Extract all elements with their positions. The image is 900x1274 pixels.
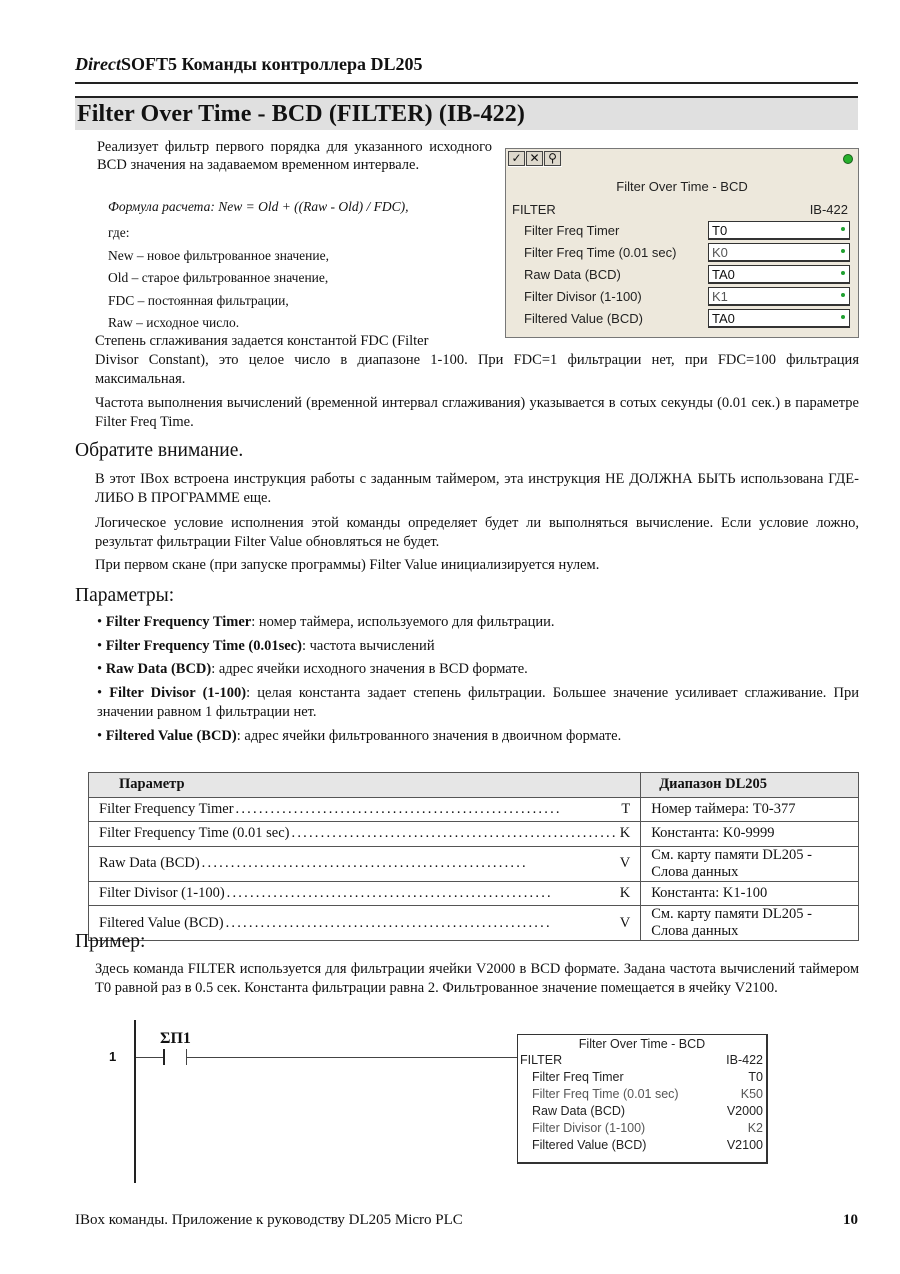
- ibox-label: Filter Freq Time (0.01 sec): [532, 1087, 679, 1101]
- definition-item: Old – старое фильтрованное значение,: [108, 270, 329, 285]
- ibox-row: [520, 1104, 763, 1120]
- rung-number: 1: [109, 1049, 117, 1064]
- table-row: [89, 906, 859, 941]
- dialog-field-row: [524, 221, 850, 241]
- field-label: Filter Freq Timer: [524, 223, 620, 238]
- param-name: Filter Frequency Timer: [99, 800, 234, 817]
- ibox-label: Raw Data (BCD): [532, 1104, 626, 1118]
- definition-item: New – новое фильтрованное значение,: [108, 247, 329, 263]
- field-indicator-icon: [841, 249, 845, 253]
- param-cell: [89, 846, 641, 881]
- param-type: K: [619, 825, 631, 842]
- page-number: 10: [843, 1212, 858, 1228]
- parameter-desc: : адрес ячейки фильтрованного значения в двоичном формате.: [236, 728, 622, 744]
- frequency-text: Частота выполнения вычислений (временной интервал сглаживания) указывается в сотых секунды (0.01 сек.) в параметре Filter Freq Time.: [95, 395, 859, 430]
- field-value: TA0: [712, 311, 735, 326]
- formula: Формула расчета: New = Old + ((Raw - Old) / FDC),: [108, 199, 409, 214]
- attention-paragraph: Логическое условие исполнения этой команды определяет будет ли выполняться вычисление. Если условие ложно, результат фильтрации Filter Value обновляться не будет.: [95, 515, 859, 550]
- attention-paragraph: При первом скане (при запуске программы) Filter Value инициализируется нулем.: [95, 557, 600, 573]
- parameter-desc: : целая константа задает степень фильтрации. Большее значение усиливает сглаживание. При значении равном 1 фильтрации нет.: [97, 685, 859, 720]
- filter-divisor-input[interactable]: [708, 287, 850, 306]
- ibox-label: Filter Freq Timer: [532, 1070, 624, 1084]
- param-name: Filtered Value (BCD): [99, 914, 224, 931]
- table-row: [89, 822, 859, 847]
- brand-italic: Direct: [75, 54, 121, 74]
- param-cell: [89, 906, 641, 941]
- field-value: K1: [712, 289, 728, 304]
- leader-dots: ........................................................: [225, 914, 552, 931]
- cancel-x-icon[interactable]: ✕: [526, 151, 543, 166]
- smoothing-text: Divisor Constant), это целое число в диапазоне 1-100. При FDC=1 фильтрации нет, при FDC=100 фильтрация максимальная.: [95, 352, 859, 387]
- field-indicator-icon: [841, 315, 845, 319]
- ibox-name: FILTER: [520, 1053, 563, 1067]
- parameter-bullet: • Filter Divisor (1-100): целая константа задает степень фильтрации. Большее значение усиливает сглаживание. При значении равном 1 фильтрации нет.: [97, 685, 859, 720]
- parameter-desc: : номер таймера, используемого для фильтрации.: [251, 614, 555, 630]
- example-heading: Пример:: [75, 931, 146, 952]
- ibox-value: K2: [747, 1121, 763, 1135]
- leader-dots: ........................................................: [291, 825, 618, 842]
- rung-wire: [187, 1057, 517, 1058]
- dialog-toolbar: [508, 151, 562, 167]
- accept-check-icon[interactable]: ✓: [508, 151, 525, 166]
- field-label: Filter Freq Time (0.01 sec): [524, 245, 677, 260]
- param-type: K: [619, 884, 631, 901]
- leader-dots: ........................................................: [235, 800, 562, 817]
- smoothing-text-line1: Степень сглаживания задается константой FDC (Filter: [95, 333, 429, 349]
- intro-text: Реализует фильтр первого порядка для указанного исходного BCD значения на задаваемом временном интервале.: [97, 139, 492, 173]
- raw-data-input[interactable]: [708, 265, 850, 284]
- range-cell: См. карту памяти DL205 - Слова данных: [641, 846, 859, 881]
- param-cell: [89, 797, 641, 822]
- parameter-name: Raw Data (BCD): [105, 661, 212, 677]
- range-cell: Константа: K0-9999: [641, 822, 859, 847]
- column-header: Диапазон DL205: [641, 773, 859, 798]
- contact-no-icon-left: [163, 1049, 165, 1065]
- ibox-header-row: [520, 1053, 763, 1069]
- table-row: [89, 881, 859, 906]
- ibox-dialog: [505, 148, 859, 338]
- ibox-value: T0: [748, 1070, 763, 1084]
- parameter-name: Filter Frequency Time (0.01sec): [105, 638, 302, 654]
- field-value: TA0: [712, 267, 735, 282]
- parameter-bullet: • Filter Frequency Timer: номер таймера, используемого для фильтрации.: [97, 614, 555, 630]
- table-row: [89, 846, 859, 881]
- parameter-bullet: • Raw Data (BCD): адрес ячейки исходного значения в BCD формате.: [97, 661, 528, 677]
- contact-label: ΣΠ1: [160, 1030, 191, 1047]
- ibox-row: [520, 1121, 763, 1137]
- parameter-name: Filtered Value (BCD): [105, 728, 237, 744]
- dialog-field-row: [524, 287, 850, 307]
- parameter-range-table: [88, 772, 859, 941]
- dialog-title: Filter Over Time - BCD: [616, 179, 748, 194]
- ibox-title: Filter Over Time - BCD: [578, 1037, 706, 1051]
- attention-heading: Обратите внимание.: [75, 440, 244, 461]
- ibox-value: V2000: [726, 1104, 763, 1118]
- dialog-instruction-name: FILTER: [512, 202, 556, 217]
- leader-dots: ........................................................: [201, 855, 528, 871]
- rung-wire: [136, 1057, 164, 1058]
- field-label: Filter Divisor (1-100): [524, 289, 642, 304]
- param-cell: [89, 881, 641, 906]
- parameter-bullet: • Filtered Value (BCD): адрес ячейки фильтрованного значения в двоичном формате.: [97, 728, 622, 744]
- field-label: Raw Data (BCD): [524, 267, 621, 282]
- footer-text: IBox команды. Приложение к руководству DL205 Micro PLC: [75, 1212, 463, 1228]
- param-type: V: [619, 914, 631, 931]
- field-value: K0: [712, 245, 728, 260]
- param-type: V: [619, 855, 631, 871]
- parameter-name: Filter Frequency Timer: [105, 614, 252, 630]
- ladder-power-rail: [134, 1020, 136, 1183]
- parameter-desc: : адрес ячейки исходного значения в BCD формате.: [211, 661, 528, 677]
- param-name: Filter Frequency Time (0.01 sec): [99, 825, 290, 842]
- field-indicator-icon: [841, 293, 845, 297]
- attention-paragraph: В этот IBox встроена инструкция работы с заданным таймером, эта инструкция НЕ ДОЛЖНА БЫТЬ использована ГДЕ-ЛИБО В ПРОГРАММЕ еще.: [95, 471, 859, 506]
- dialog-field-row: [524, 309, 850, 329]
- field-indicator-icon: [841, 227, 845, 231]
- definition-item: FDC – постоянная фильтрации,: [108, 292, 289, 308]
- field-indicator-icon: [841, 271, 845, 275]
- section-title: Filter Over Time - BCD (FILTER) (IB-422): [77, 101, 525, 127]
- where-label: где:: [108, 225, 130, 240]
- column-header: Параметр: [89, 773, 641, 798]
- ibox-row: [520, 1070, 763, 1086]
- dialog-instruction-code: IB-422: [809, 202, 848, 217]
- ibox-value: V2100: [726, 1138, 763, 1152]
- parameter-bullet: • Filter Frequency Time (0.01sec): частота вычислений: [97, 638, 435, 654]
- status-led-icon: [843, 154, 853, 164]
- param-name: Raw Data (BCD): [99, 855, 200, 871]
- field-label: Filtered Value (BCD): [524, 311, 643, 326]
- filtered-value-input[interactable]: [708, 309, 850, 328]
- range-cell: См. карту памяти DL205 - Слова данных: [641, 906, 859, 941]
- range-cell: Номер таймера: T0-377: [641, 797, 859, 822]
- param-name: Filter Divisor (1-100): [99, 884, 225, 901]
- ibox-label: Filtered Value (BCD): [532, 1138, 647, 1152]
- example-text: Здесь команда FILTER используется для фильтрации ячейки V2000 в BCD формате. Задана частота вычислений таймером T0 равной раз в 0.5 сек. Константа фильтрации равна 2. Фильтрованное значение помещается в ячейку V2100.: [95, 961, 859, 996]
- parameter-desc: : частота вычислений: [301, 638, 435, 654]
- dialog-field-row: [524, 265, 850, 285]
- range-cell: Константа: K1-100: [641, 881, 859, 906]
- section-title-bar: [75, 96, 858, 130]
- param-type: T: [621, 800, 631, 817]
- filter-freq-time-input[interactable]: [708, 243, 850, 262]
- ibox-row: [520, 1087, 763, 1103]
- parameters-heading: Параметры:: [75, 585, 175, 606]
- parameter-name: Filter Divisor (1-100): [109, 685, 247, 701]
- definition-item: Raw – исходное число.: [108, 315, 240, 330]
- table-row: [89, 797, 859, 822]
- ibox-value: K50: [740, 1087, 763, 1101]
- param-cell: [89, 822, 641, 847]
- filter-freq-timer-input[interactable]: [708, 221, 850, 240]
- table-header-row: [89, 773, 859, 798]
- running-header: [75, 54, 423, 75]
- definitions-list: [108, 222, 329, 335]
- ibox-label: Filter Divisor (1-100): [532, 1121, 646, 1135]
- running-header-title: SOFT5 Команды контроллера DL205: [120, 54, 423, 74]
- ibox-row: [520, 1138, 763, 1154]
- header-rule: [75, 82, 858, 84]
- ibox-code: IB-422: [726, 1053, 763, 1067]
- field-value: T0: [712, 223, 728, 238]
- ladder-ibox: [517, 1034, 768, 1164]
- leader-dots: ........................................................: [226, 884, 553, 901]
- dialog-field-row: [524, 243, 850, 263]
- help-search-icon[interactable]: ⚲: [544, 151, 561, 166]
